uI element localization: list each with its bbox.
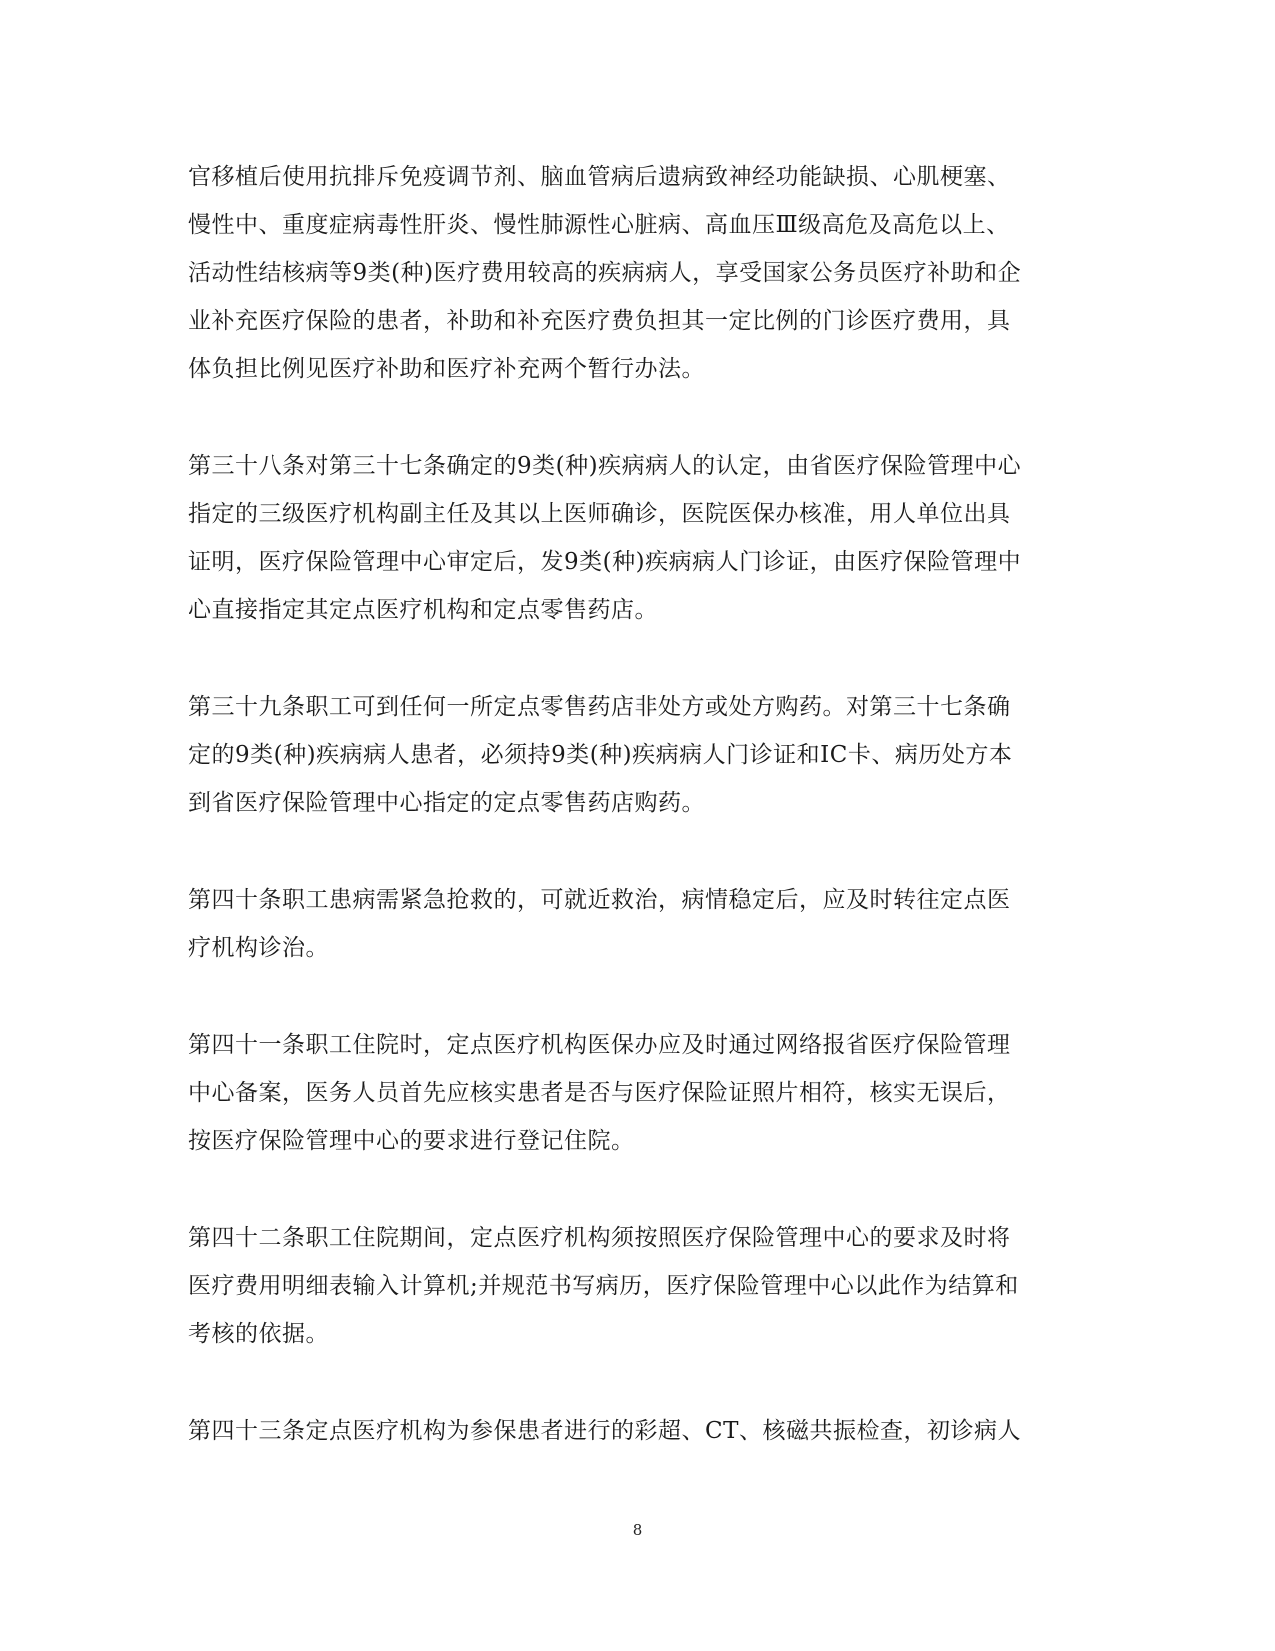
text-line: 活动性结核病等9类(种)医疗费用较高的疾病病人，享受国家公务员医疗补助和企	[188, 260, 1022, 286]
text-line: 定的9类(种)疾病病人患者，必须持9类(种)疾病病人门诊证和IC卡、病历处方本	[188, 742, 1013, 768]
text-line: 中心备案，医务人员首先应核实患者是否与医疗保险证照片相符，核实无误后，	[188, 1080, 1011, 1106]
article-38	[188, 442, 1093, 634]
text-line: 考核的依据。	[188, 1321, 329, 1347]
text-line: 业补充医疗保险的患者，补助和补充医疗费负担其一定比例的门诊医疗费用，具	[188, 308, 1011, 334]
paragraph-1	[188, 153, 1093, 393]
article-41	[188, 1021, 1093, 1165]
text-line: 心直接指定其定点医疗机构和定点零售药店。	[188, 597, 658, 623]
text-line: 证明，医疗保险管理中心审定后，发9类(种)疾病病人门诊证，由医疗保险管理中	[188, 549, 1022, 575]
text-line: 第四十一条职工住院时，定点医疗机构医保办应及时通过网络报省医疗保险管理	[188, 1032, 1011, 1058]
text-line: 慢性中、重度症病毒性肝炎、慢性肺源性心脏病、高血压Ⅲ级高危及高危以上、	[188, 212, 1010, 238]
article-40	[188, 876, 1093, 972]
text-line: 体负担比例见医疗补助和医疗补充两个暂行办法。	[188, 356, 705, 382]
text-line: 医疗费用明细表输入计算机;并规范书写病历，医疗保险管理中心以此作为结算和	[188, 1273, 1019, 1299]
page-number: 8	[632, 1521, 643, 1539]
text-line: 指定的三级医疗机构副主任及其以上医师确诊，医院医保办核准，用人单位出具	[188, 501, 1011, 527]
document-body	[188, 153, 1093, 1504]
text-line: 第四十条职工患病需紧急抢救的，可就近救治，病情稳定后，应及时转往定点医	[188, 887, 1011, 913]
text-line: 疗机构诊治。	[188, 935, 329, 961]
article-43	[188, 1407, 1093, 1455]
text-line: 到省医疗保险管理中心指定的定点零售药店购药。	[188, 790, 705, 816]
article-39	[188, 683, 1093, 827]
text-line: 官移植后使用抗排斥免疫调节剂、脑血管病后遗病致神经功能缺损、心肌梗塞、	[188, 164, 1011, 190]
text-line: 第四十二条职工住院期间，定点医疗机构须按照医疗保险管理中心的要求及时将	[188, 1225, 1011, 1251]
text-line: 按医疗保险管理中心的要求进行登记住院。	[188, 1128, 635, 1154]
text-line: 第三十八条对第三十七条确定的9类(种)疾病病人的认定，由省医疗保险管理中心	[188, 453, 1022, 479]
text-line: 第四十三条定点医疗机构为参保患者进行的彩超、CT、核磁共振检查，初诊病人	[188, 1418, 1021, 1444]
text-line: 第三十九条职工可到任何一所定点零售药店非处方或处方购药。对第三十七条确	[188, 694, 1011, 720]
article-42	[188, 1214, 1093, 1358]
